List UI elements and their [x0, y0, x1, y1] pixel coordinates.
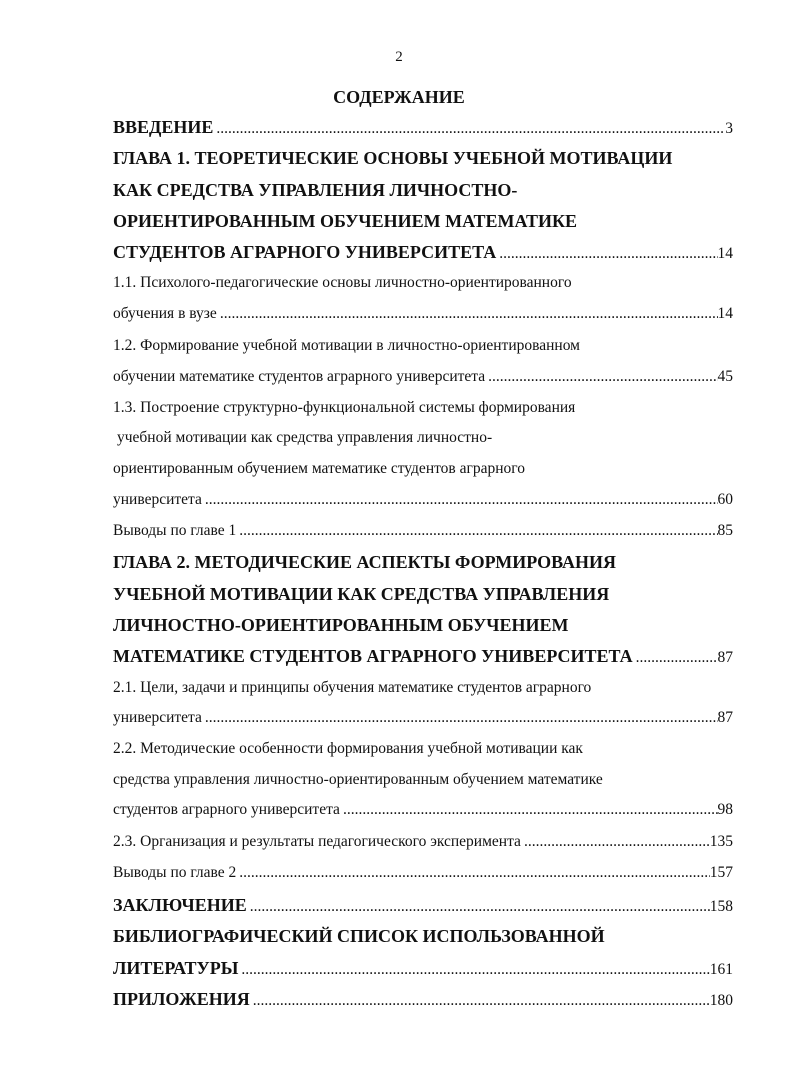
toc-entry-label: студентов аграрного университета — [113, 801, 340, 818]
toc-entry-label: 2.3. Организация и результаты педагогического эксперимента — [113, 833, 521, 850]
toc-entry-page: 87 — [717, 649, 733, 666]
toc-entry-label: СТУДЕНТОВ АГРАРНОГО УНИВЕРСИТЕТА — [113, 242, 497, 262]
dot-leader — [340, 801, 718, 819]
toc-entry-label: ЗАКЛЮЧЕНИЕ — [113, 895, 247, 915]
toc-section-2-1-line-1[interactable]: 2.1. Цели, задачи и принципы обучения математике студентов аграрного — [113, 679, 592, 696]
toc-section-2-1-line-2[interactable] — [113, 709, 733, 727]
dot-leader — [236, 864, 709, 882]
toc-entry-page: 135 — [709, 833, 733, 850]
dot-leader — [202, 709, 718, 727]
dot-leader — [217, 305, 718, 323]
toc-entry-appendices[interactable] — [113, 989, 733, 1010]
dot-leader — [238, 961, 709, 979]
toc-section-1-3-line-2[interactable]: учебной мотивации как средства управления личностно- — [117, 429, 493, 446]
toc-entry-page: 98 — [717, 801, 733, 818]
toc-section-2-2-line-2[interactable]: средства управления личностно-ориентированным обучением математике — [113, 771, 603, 788]
toc-section-1-2-line-1[interactable]: 1.2. Формирование учебной мотивации в личностно-ориентированном — [113, 337, 580, 354]
toc-section-1-3-line-3[interactable]: ориентированным обучением математике студентов аграрного — [113, 460, 526, 477]
toc-entry-page: 14 — [717, 245, 733, 262]
toc-chapter-1-line-2[interactable]: КАК СРЕДСТВА УПРАВЛЕНИЯ ЛИЧНОСТНО- — [113, 180, 518, 200]
toc-chapter-2-line-4[interactable] — [113, 646, 733, 667]
toc-entry-page: 3 — [725, 120, 733, 137]
toc-conclusions-chapter-1[interactable] — [113, 522, 733, 540]
toc-chapter-2-line-3[interactable]: ЛИЧНОСТНО-ОРИЕНТИРОВАННЫМ ОБУЧЕНИЕМ — [113, 615, 569, 635]
toc-entry-label: ЛИТЕРАТУРЫ — [113, 958, 239, 978]
toc-chapter-1-line-4[interactable] — [113, 242, 733, 263]
toc-entry-label: Выводы по главе 2 — [113, 864, 237, 881]
toc-entry-conclusion[interactable] — [113, 895, 733, 916]
toc-entry-page: 85 — [717, 522, 733, 539]
toc-entry-label: университета — [113, 709, 202, 726]
toc-section-2-3[interactable] — [113, 833, 733, 851]
toc-entry-page: 158 — [709, 898, 733, 915]
toc-section-2-2-line-3[interactable] — [113, 801, 733, 819]
toc-entry-introduction[interactable] — [113, 117, 733, 138]
toc-entry-label: МАТЕМАТИКЕ СТУДЕНТОВ АГРАРНОГО УНИВЕРСИТЕТА — [113, 646, 633, 666]
toc-entry-page: 60 — [717, 491, 733, 508]
toc-chapter-1-line-3[interactable]: ОРИЕНТИРОВАННЫМ ОБУЧЕНИЕМ МАТЕМАТИКЕ — [113, 211, 578, 231]
toc-entry-page: 14 — [717, 305, 733, 322]
toc-section-1-1-line-2[interactable] — [113, 305, 733, 323]
toc-entry-label: ПРИЛОЖЕНИЯ — [113, 989, 250, 1009]
toc-entry-label: обучения в вузе — [113, 305, 217, 322]
toc-section-1-3-line-1[interactable]: 1.3. Построение структурно-функциональной системы формирования — [113, 399, 576, 416]
toc-entry-page: 161 — [709, 961, 733, 978]
toc-chapter-1-line-1[interactable]: ГЛАВА 1. ТЕОРЕТИЧЕСКИЕ ОСНОВЫ УЧЕБНОЙ МОТИВАЦИИ — [113, 148, 673, 168]
toc-entry-label: обучении математике студентов аграрного университета — [113, 368, 486, 385]
dot-leader — [213, 120, 725, 138]
page-number: 2 — [395, 49, 403, 65]
dot-leader — [496, 245, 717, 263]
toc-section-1-1-line-1[interactable]: 1.1. Психолого-педагогические основы личностно-ориентированного — [113, 274, 572, 291]
dot-leader — [236, 522, 717, 540]
toc-entry-page: 157 — [709, 864, 733, 881]
toc-entry-page: 45 — [717, 368, 733, 385]
dot-leader — [485, 368, 717, 386]
toc-section-1-2-line-2[interactable] — [113, 368, 733, 386]
toc-section-2-2-line-1[interactable]: 2.2. Методические особенности формирования учебной мотивации как — [113, 740, 583, 757]
page-title: СОДЕРЖАНИЕ — [333, 87, 465, 107]
toc-bibliography-line-1[interactable]: БИБЛИОГРАФИЧЕСКИЙ СПИСОК ИСПОЛЬЗОВАННОЙ — [113, 926, 605, 946]
toc-conclusions-chapter-2[interactable] — [113, 864, 733, 882]
toc-entry-page: 87 — [717, 709, 733, 726]
dot-leader — [247, 898, 710, 916]
toc-entry-label: ВВЕДЕНИЕ — [113, 117, 214, 137]
toc-chapter-2-line-1[interactable]: ГЛАВА 2. МЕТОДИЧЕСКИЕ АСПЕКТЫ ФОРМИРОВАНИЯ — [113, 552, 616, 572]
dot-leader — [202, 491, 718, 509]
toc-section-1-3-line-4[interactable] — [113, 491, 733, 509]
toc-entry-page: 180 — [709, 992, 733, 1009]
toc-entry-label: Выводы по главе 1 — [113, 522, 237, 539]
toc-bibliography-line-2[interactable] — [113, 958, 733, 979]
dot-leader — [521, 833, 710, 851]
dot-leader — [633, 649, 718, 667]
dot-leader — [250, 992, 710, 1010]
toc-chapter-2-line-2[interactable]: УЧЕБНОЙ МОТИВАЦИИ КАК СРЕДСТВА УПРАВЛЕНИЯ — [113, 584, 610, 604]
toc-entry-label: университета — [113, 491, 202, 508]
